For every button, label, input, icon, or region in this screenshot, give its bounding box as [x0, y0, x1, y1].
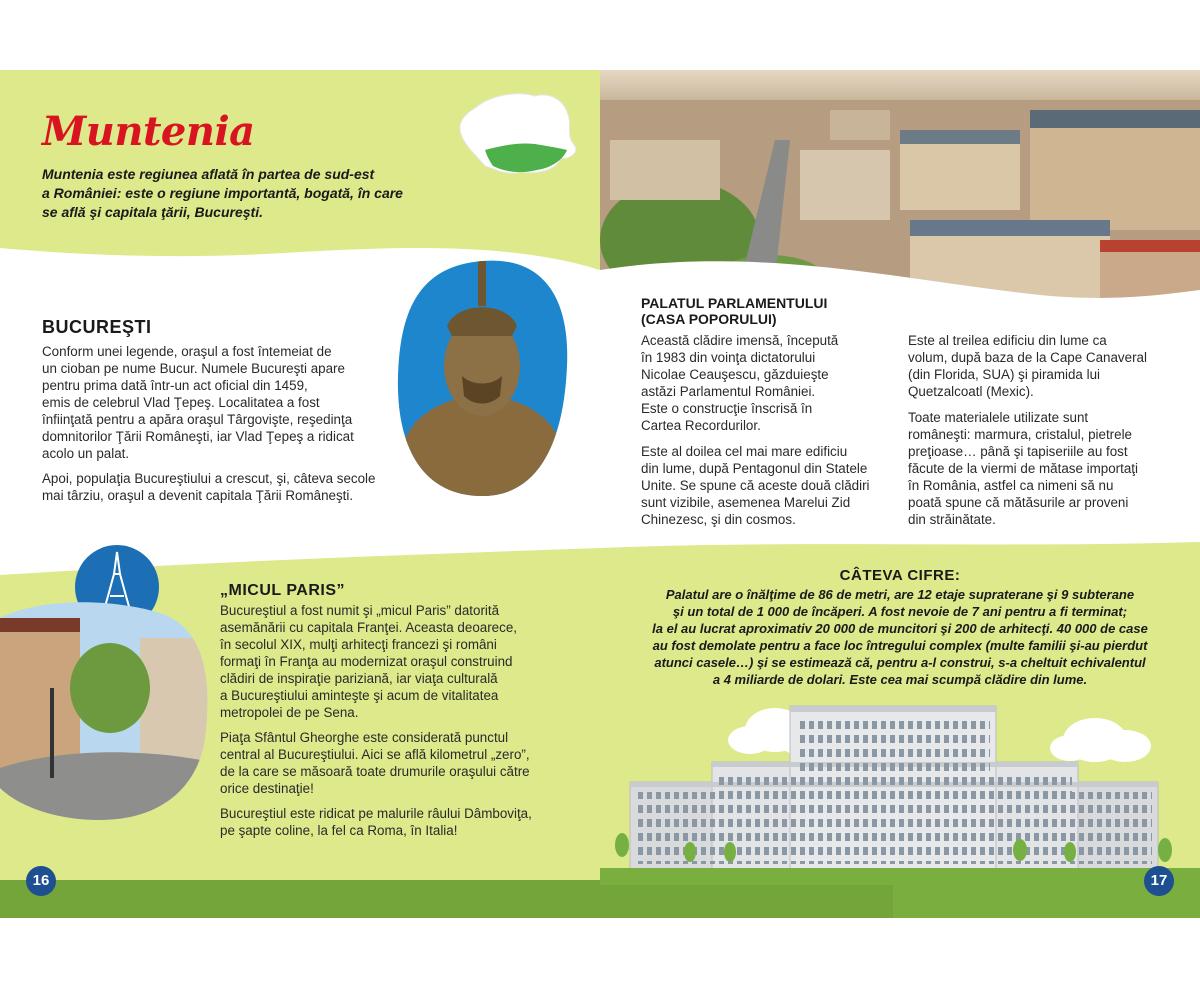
- bucuresti-paragraph-1: Conform unei legende, oraşul a fost întemeiat de un cioban pe nume Bucur. Numele Bucureşti apare pentru prima dată într-un act oficial din 1459, emis de celebrul Vlad Ţepeş. Localitatea a fost înfiinţată pentru a apăra oraşul Târgovişte, reşedinţa domnitorilor Ţării Româneşti, iar Vlad Ţepeş a ridicat acolo un palat.: [42, 344, 354, 461]
- palatul-paragraph-3: Este al treilea edificiu din lume ca volum, după baza de la Cape Canaveral (din Florida, SUA) şi piramida lui Quetzalcoatl (Mexic).: [908, 333, 1147, 399]
- palace-of-parliament-illustration: [600, 690, 1200, 885]
- section-heading-micul-paris: „MICUL PARIS”: [220, 582, 346, 599]
- palatul-column-2: [908, 332, 1178, 536]
- page-title: Muntenia: [42, 108, 255, 155]
- micul-paris-paragraph-2: Piaţa Sfântul Gheorghe este considerată punctul central al Bucureştiului. Aici se află kilometrul „zero”, de la care se măsoară toate drumurile oraşului către orice destinaţie!: [220, 730, 530, 796]
- page-number-right: 17: [1144, 866, 1174, 896]
- palatul-paragraph-2: Este al doilea cel mai mare edificiu din lume, după Pentagonul din Statele Unite. Se spune că aceste două clădiri sunt vizibile, asemenea Marelui Zid Chinezesc, şi din cosmos.: [641, 444, 870, 527]
- bucharest-street-photo: [0, 598, 215, 823]
- section-heading-bucuresti: BUCUREŞTI: [42, 317, 152, 337]
- palatul-column-1: [641, 332, 891, 536]
- micul-paris-paragraph-1: Bucureştiul a fost numit şi „micul Paris” datorită asemănării cu capitala Franţei. Aceasta deoarece, în secolul XIX, mulţi arhitecţi francezi şi români formaţi în Franţa au modernizat oraşul construind clădiri de inspiraţie pariziană, iar viaţa culturală a Bucureştiului aminteşte şi acum de vitalitatea metropolei de pe Sena.: [220, 603, 517, 720]
- bucuresti-paragraph-2: Apoi, populaţia Bucureştiului a crescut, şi, câteva secole mai târziu, oraşul a devenit capitala Ţării Româneşti.: [42, 471, 376, 503]
- white-wave: [0, 240, 1200, 330]
- palatul-paragraph-4: Toate materialele utilizate sunt româneşti: marmura, cristalul, pietrele preţioase… până şi tapiseriile au fost făcute de la viermi de mătase importaţi în România, astfel ca nimeni să nu poată spune că mătăsurile ar proveni din străinătate.: [908, 410, 1138, 527]
- section-heading-palatul: PALATUL PARLAMENTULUI (CASA POPORULUI): [641, 295, 828, 327]
- romania-map-icon: [455, 88, 585, 183]
- micul-paris-text: [220, 602, 570, 847]
- vlad-tepes-statue-photo: [392, 256, 572, 501]
- book-spread: [0, 70, 1200, 918]
- page-number-left: 16: [26, 866, 56, 896]
- cateva-cifre-text: Palatul are o înălţime de 86 de metri, are 12 etaje supraterane şi 9 subterane şi un total de 1 000 de încăperi. A fost nevoie de 7 ani pentru a fi terminat; la el au lucrat aproximativ 20 000 de muncitori şi 200 de arhitecţi. 40 000 de case au fost demolate pentru a face loc întregului complex (multe familii şi-au pierdut atunci casele…) şi se estimează că, pentru a-l construi, s-a cheltuit echivalentul a 4 miliarde de dolari. Este cea mai scumpă clădire din lume.: [652, 587, 1148, 687]
- bucuresti-text: [42, 343, 402, 512]
- palatul-paragraph-1: Această clădire imensă, începută în 1983 din voinţa dictatorului Nicolae Ceauşescu, găzduieşte astăzi Parlamentul României. Este o construcţie înscrisă în Cartea Recordurilor.: [641, 333, 839, 433]
- intro-text: Muntenia este regiunea aflată în partea de sud-est a României: este o regiune importantă, bogată, în care se află şi capitala ţării, Bucureşti.: [42, 166, 403, 220]
- micul-paris-paragraph-3: Bucureştiul este ridicat pe malurile râului Dâmboviţa, pe şapte coline, la fel ca Roma, în Italia!: [220, 806, 532, 838]
- section-heading-cateva-cifre: CÂTEVA CIFRE:: [839, 567, 961, 584]
